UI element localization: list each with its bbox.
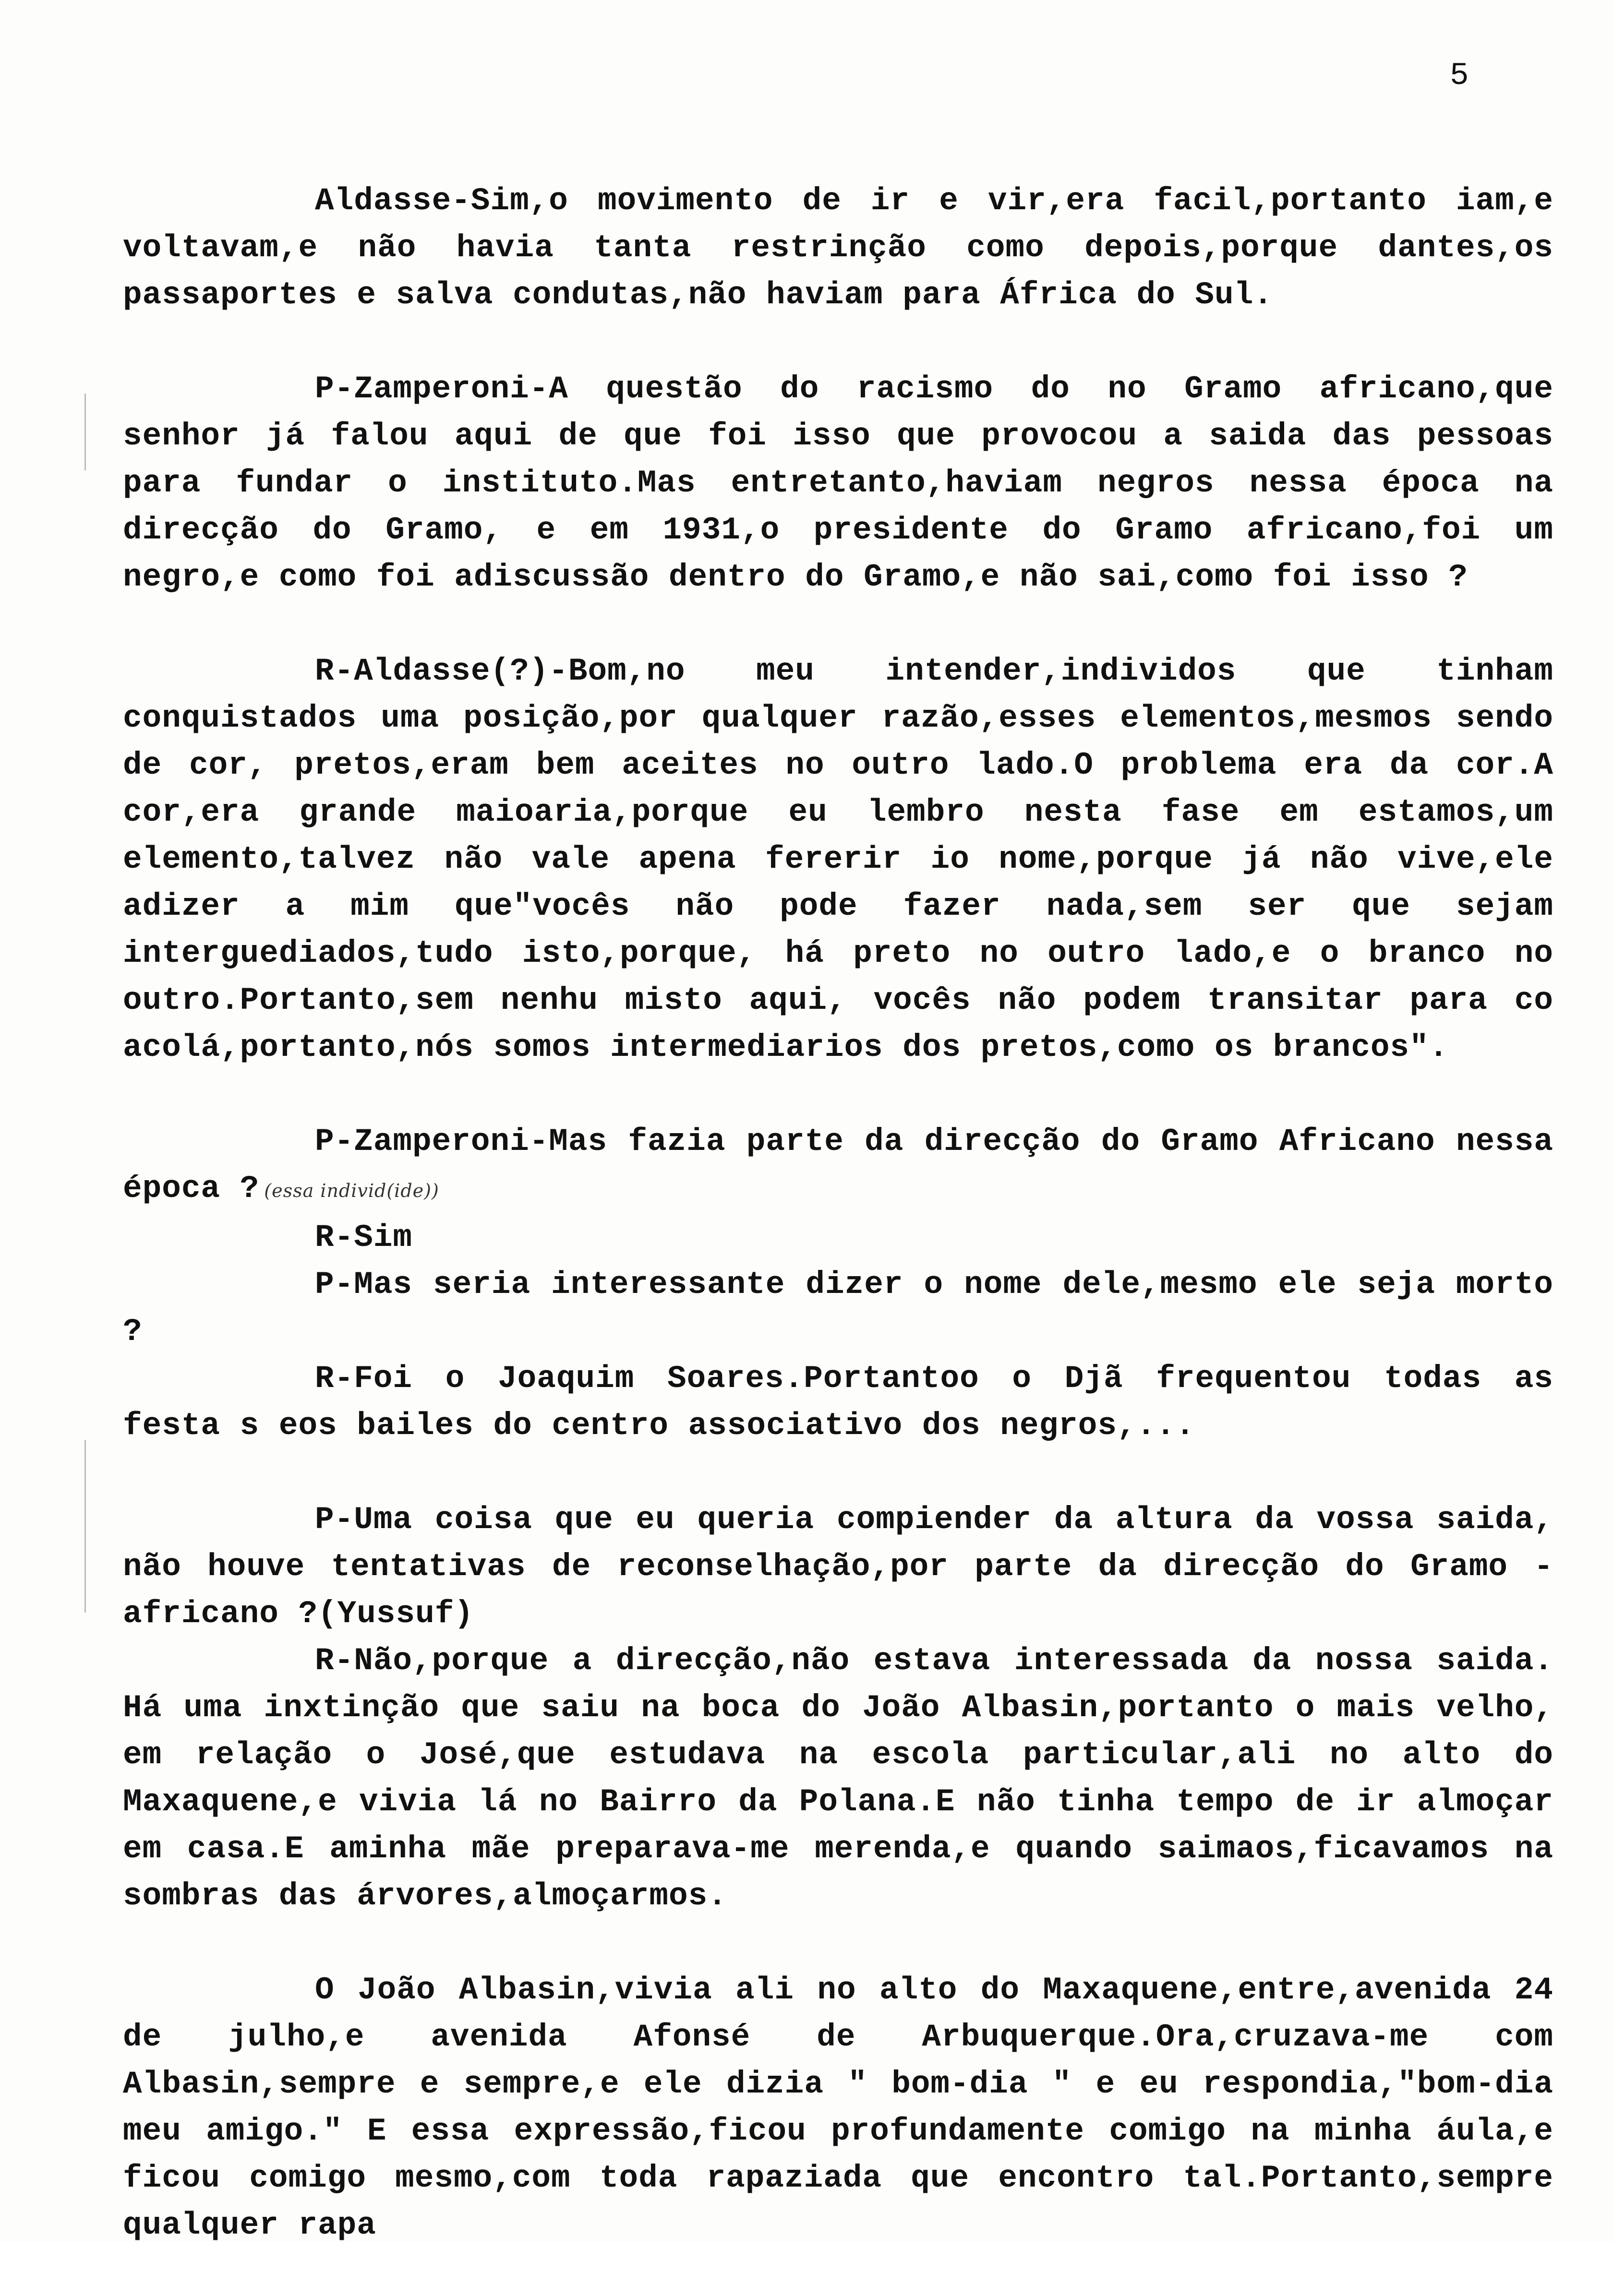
question-text: P-Zamperoni-Mas fazia parte da direcção do Gramo Africano nessa época ? — [123, 1124, 1553, 1207]
answer-joaquim-soares: R-Foi o Joaquim Soares.Portantoo o Djã frequentou todas as festa s eos bailes do centro associativo dos negros,... — [123, 1361, 1553, 1444]
question-name: P-Mas seria interessante dizer o nome dele,mesmo ele seja morto ? — [123, 1267, 1553, 1350]
page-number: 5 — [1450, 58, 1469, 94]
handwritten-annotation: (essa individ(ide)) — [264, 1180, 439, 1201]
margin-mark-2 — [84, 1440, 86, 1613]
paragraph-aldasse-answer: Aldasse-Sim,o movimento de ir e vir,era facil,portanto iam,e voltavam,e não havia tanta restrinção como depois,porque dantes,os passaportes e salva condutas,não haviam para África do Sul. — [123, 183, 1553, 313]
paragraph-joao-albasin: O João Albasin,vivia ali no alto do Maxaquene,entre,avenida 24 de julho,e avenida Afonsé de Arbuquerque.Ora,cruzava-me com Albasin,sempre e sempre,e ele dizia " bom-dia " e eu respondia,"bom-dia meu amigo." E essa expressão,ficou profundamente comigo na minha áula,e ficou comigo mesmo,com toda rapaziada que encontro tal.Portanto,sempre qualquer rapa — [123, 1972, 1553, 2243]
answer-yes: R-Sim — [315, 1220, 413, 1256]
paragraph-aldasse-response: R-Aldasse(?)-Bom,no meu intender,individos que tinham conquistados uma posição,por qualquer razão,esses elementos,mesmos sendo de cor, pretos,eram bem aceites no outro lado.O problema era da cor.A cor,era grande maioaria,porque eu lembro nesta fase em estamos,um elemento,talvez não vale apena fererir io nome,porque já não vive,ele adizer a mim que"vocês não pode fazer nada,sem ser que sejam interguediados,tudo isto,porque, há preto no outro lado,e o branco no outro.Portanto,sem nenhu misto aqui, vocês não podem transitar para co acolá,portanto,nós somos intermediarios dos pretos,como os brancos". — [123, 653, 1553, 1065]
question-direction-membership — [123, 1118, 1553, 1214]
transcript-body — [123, 178, 1553, 2296]
paragraph-zamperoni-question: P-Zamperoni-A questão do racismo do no Gramo africano,que senhor já falou aqui de que foi isso que provocou a saida das pessoas para fundar o instituto.Mas entretanto,haviam negros nessa época na direcção do Gramo, e em 1931,o presidente do Gramo africano,foi um negro,e como foi adiscussão dentro do Gramo,e não sai,como foi isso ? — [123, 371, 1553, 595]
margin-mark-1 — [84, 394, 86, 470]
paragraph-yussuf-question: P-Uma coisa que eu queria compiender da altura da vossa saida, não houve tentativas de reconselhação,por parte da direcção do Gramo - africano ?(Yussuf) — [123, 1502, 1553, 1632]
paragraph-no-answer: R-Não,porque a direcção,não estava interessada da nossa saida. Há uma inxtinção que saiu na boca do João Albasin,portanto o mais velho, em relação o José,que estudava na escola particular,ali no alto do Maxaquene,e vivia lá no Bairro da Polana.E não tinha tempo de ir almoçar em casa.E aminha mãe preparava-me merenda,e quando saimaos,ficavamos na sombras das árvores,almoçarmos. — [123, 1643, 1553, 1914]
